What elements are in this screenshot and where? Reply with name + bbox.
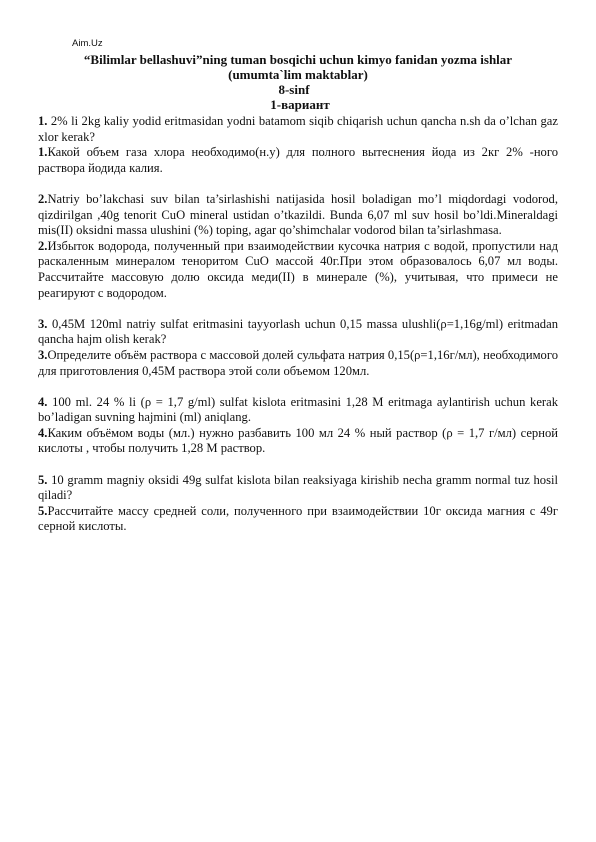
grade-label: 8-sinf — [278, 82, 310, 97]
task-5-uz: 5. 10 gramm magniy oksidi 49g sulfat kislota bilan reaksiyaga kirishib necha gramm normal tuz hosil qiladi? — [38, 472, 558, 503]
tasks-body — [38, 114, 558, 535]
title-line-2: (umumta`lim maktablar) — [228, 67, 368, 82]
task-3-uz: 3. 0,45M 120ml natriy sulfat eritmasini tayyorlash uchun 0,15 massa ulushli(ρ=1,16g/ml) eritmadan qancha hajm olish kerak? — [38, 316, 558, 347]
task-1-uz: 1. 2% li 2kg kaliy yodid eritmasidan yodni batamom siqib chiqarish uchun qancha n.sh da o’lchan gaz xlor kerak? — [38, 114, 558, 144]
task-1-ru: 1.Какой объем газа хлора необходимо(н.у) для полного вытеснения йода из 2кг 2% -ного раствора йодида калия. — [38, 145, 558, 175]
task-3-ru: 3.Определите объём раствора с массовой долей сульфата натрия 0,15(ρ=1,16г/мл), необходимого для приготовления 0,45M раствора этой соли объемом 120мл. — [38, 347, 558, 378]
task-4-ru: 4.Каким объёмом воды (мл.) нужно разбавить 100 мл 24 % ный раствор (ρ = 1,7 г/мл) серной кислоты , чтобы получить 1,28 M раствор. — [38, 425, 558, 456]
title-line-1: “Bilimlar bellashuvi”ning tuman bosqichi uchun kimyo fanidan yozma ishlar — [83, 52, 513, 67]
variant-label: 1-вариант — [270, 97, 330, 112]
task-4-uz: 4. 100 ml. 24 % li (ρ = 1,7 g/ml) sulfat kislota eritmasini 1,28 M eritmaga aylantirish uchun kerak bo’ladigan suvning hajmini (ml) aniqlang. — [38, 394, 558, 425]
site-label: Aim.Uz — [72, 38, 103, 49]
task-2-uz: 2.Natriy bo’lakchasi suv bilan ta’sirlashishi natijasida hosil boladigan mo’l miqdordagi vodorod, qizdirilgan ,40g tenorit CuO mineral ustidan o’tkazildi. Bunda 6,07 ml suv hosil bo’ldi.Mineraldagi mis(II) oksidni massa ulushini (%) toping, agar qo’shimchalar vodorod bilan ta’sirlashmasa. — [38, 191, 558, 238]
task-2-ru: 2.Избыток водорода, полученный при взаимодействии кусочка натрия с водой, пропустили над раскаленным минералом теноритом CuO массой 40г.При этом образовалось 6,07 мл воды. Рассчитайте массовую долю оксида меди(II) в минерале (%), учитывая, что примеси не реагируют с водородом. — [38, 238, 558, 300]
task-5-ru: 5.Рассчитайте массу средней соли, полученного при взаимодействии 10г оксида магния с 49г серной кислоты. — [38, 503, 558, 534]
